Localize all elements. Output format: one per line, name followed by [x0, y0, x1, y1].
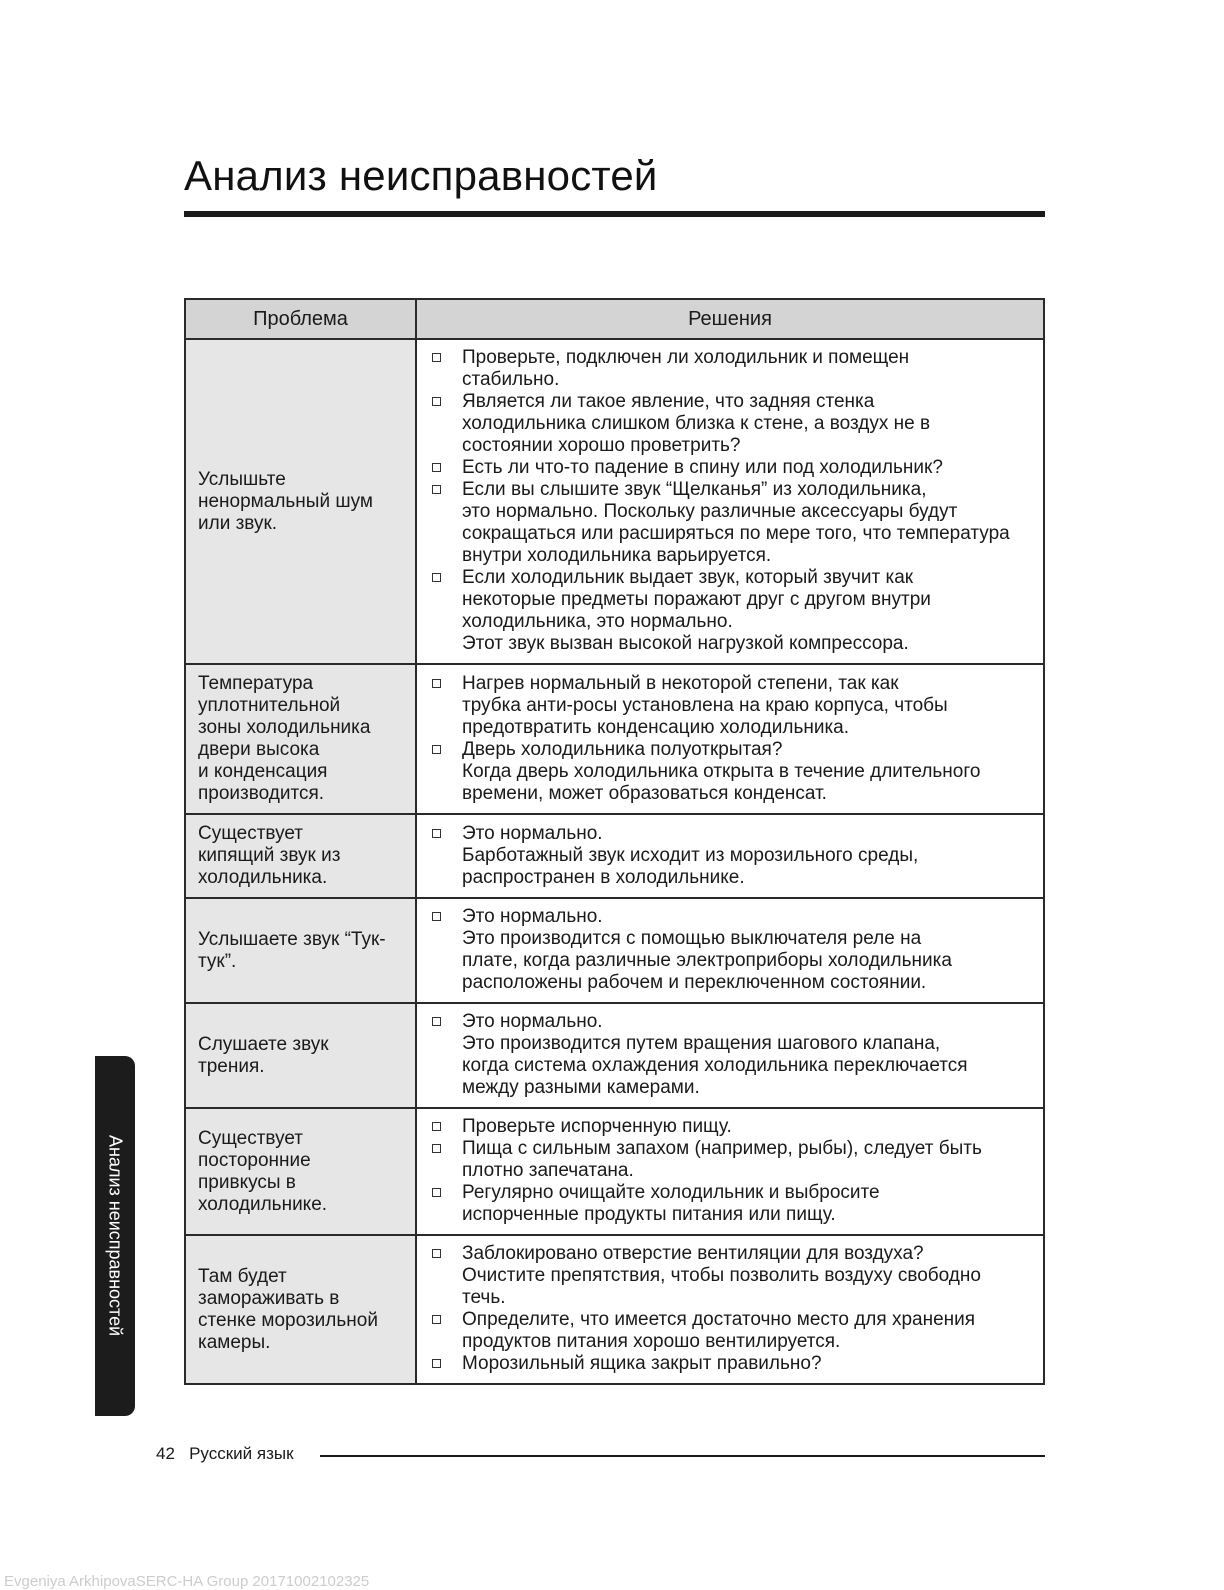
table-row	[185, 1003, 1044, 1108]
solutions-list	[429, 906, 1033, 994]
solution-item	[429, 823, 1033, 889]
solutions-cell	[416, 339, 1044, 664]
solution-text: Если холодильник выдает звук, который звучит как некоторые предметы поражают друг с другом внутри холодильника, это нормально. Этот звук вызван высокой нагрузкой компрессора.	[462, 567, 931, 654]
side-tab-label: Анализ неисправностей	[105, 1135, 126, 1337]
solution-text: Проверьте, подключен ли холодильник и помещен стабильно.	[462, 347, 910, 390]
solution-text: Заблокировано отверстие вентиляции для воздуха? Очистите препятствия, чтобы позволить воздуху свободно течь.	[462, 1243, 981, 1308]
solutions-list	[429, 1011, 1033, 1099]
solutions-list	[429, 347, 1033, 655]
page-footer	[156, 1444, 294, 1464]
checkbox-bullet-icon	[432, 1144, 441, 1153]
solutions-cell	[416, 664, 1044, 814]
table-row	[185, 1108, 1044, 1235]
problem-cell: Услышьте ненормальный шум или звук.	[185, 339, 416, 664]
checkbox-bullet-icon	[432, 1315, 441, 1324]
checkbox-bullet-icon	[432, 1122, 441, 1131]
table-row	[185, 339, 1044, 664]
table-row	[185, 898, 1044, 1003]
checkbox-bullet-icon	[432, 829, 441, 838]
solution-text: Пища с сильным запахом (например, рыбы), следует быть плотно запечатана.	[462, 1138, 982, 1181]
solutions-list	[429, 823, 1033, 889]
solution-text: Нагрев нормальный в некоторой степени, так как трубка анти-росы установлена на краю корпуса, чтобы предотвратить конденсацию холодильника.	[462, 672, 948, 738]
solutions-cell	[416, 1003, 1044, 1108]
footer-divider	[320, 1455, 1045, 1457]
solution-item	[429, 739, 1033, 805]
solution-text: Есть ли что-то падение в спину или под холодильник?	[462, 457, 943, 478]
solution-text: Дверь холодильника полуоткрытая? Когда дверь холодильника открыта в течение длительного времени, может образоваться конденсат.	[462, 738, 981, 804]
solution-item	[429, 1309, 1033, 1353]
checkbox-bullet-icon	[432, 573, 441, 582]
solution-text: Является ли такое явление, что задняя стенка холодильника слишком близка к стене, а воздух не в состоянии хорошо проветрить?	[462, 391, 931, 456]
solution-item	[429, 906, 1033, 994]
checkbox-bullet-icon	[432, 1249, 441, 1258]
solution-text: Регулярно очищайте холодильник и выбросите испорченные продукты питания или пищу.	[462, 1182, 880, 1225]
problem-cell: Существует посторонние привкусы в холодильнике.	[185, 1108, 416, 1235]
solution-item	[429, 1116, 1033, 1138]
solution-text: Морозильный ящика закрыт правильно?	[462, 1353, 822, 1374]
problem-cell: Температура уплотнительной зоны холодильника двери высока и конденсация производится.	[185, 664, 416, 814]
side-section-tab	[95, 1056, 135, 1416]
header-solutions: Решения	[416, 299, 1044, 339]
solution-item	[429, 673, 1033, 739]
solution-text: Проверьте испорченную пищу.	[462, 1116, 732, 1137]
watermark: Evgeniya ArkhipovaSERC-HA Group 20171002102325	[4, 1573, 370, 1590]
footer-language: Русский язык	[189, 1444, 294, 1463]
problem-cell: Слушаете звук трения.	[185, 1003, 416, 1108]
solutions-cell	[416, 898, 1044, 1003]
solution-text: Это нормально. Это производится с помощью выключателя реле на плате, когда различные электроприборы холодильника расположены рабочем и переключенном состоянии.	[462, 906, 952, 993]
page-number: 42	[156, 1444, 175, 1463]
checkbox-bullet-icon	[432, 679, 441, 688]
problem-cell: Существует кипящий звук из холодильника.	[185, 814, 416, 898]
solution-text: Это нормально. Это производится путем вращения шагового клапана, когда система охлаждения холодильника переключается между разными камерами.	[462, 1011, 968, 1098]
solution-item	[429, 1353, 1033, 1375]
checkbox-bullet-icon	[432, 463, 441, 472]
solution-item	[429, 567, 1033, 655]
troubleshooting-table	[184, 298, 1045, 1385]
solutions-cell	[416, 1235, 1044, 1384]
checkbox-bullet-icon	[432, 912, 441, 921]
header-problem: Проблема	[185, 299, 416, 339]
solutions-list	[429, 673, 1033, 805]
checkbox-bullet-icon	[432, 485, 441, 494]
solutions-cell	[416, 814, 1044, 898]
checkbox-bullet-icon	[432, 745, 441, 754]
problem-cell: Там будет замораживать в стенке морозильной камеры.	[185, 1235, 416, 1384]
solution-text: Определите, что имеется достаточно место для хранения продуктов питания хорошо вентилируется.	[462, 1309, 976, 1352]
solution-item	[429, 347, 1033, 391]
checkbox-bullet-icon	[432, 353, 441, 362]
table-row	[185, 814, 1044, 898]
solution-item	[429, 1138, 1033, 1182]
solution-item	[429, 1011, 1033, 1099]
problem-cell: Услышаете звук “Тук- тук”.	[185, 898, 416, 1003]
solution-item	[429, 479, 1033, 567]
table-row	[185, 664, 1044, 814]
checkbox-bullet-icon	[432, 1188, 441, 1197]
table-row	[185, 1235, 1044, 1384]
solution-item	[429, 1243, 1033, 1309]
page-title: Анализ неисправностей	[184, 152, 658, 199]
checkbox-bullet-icon	[432, 397, 441, 406]
solutions-list	[429, 1243, 1033, 1375]
solution-text: Если вы слышите звук “Щелканья” из холодильника, это нормально. Поскольку различные аксессуары будут сокращаться или расширяться по мере того, что температура внутри холодильника варьируется.	[462, 479, 1010, 566]
solution-item	[429, 1182, 1033, 1226]
solution-text: Это нормально. Барботажный звук исходит из морозильного среды, распространен в холодильнике.	[462, 822, 919, 888]
title-divider	[184, 211, 1045, 217]
solutions-list	[429, 1116, 1033, 1226]
solutions-cell	[416, 1108, 1044, 1235]
solution-item	[429, 457, 1033, 479]
solution-item	[429, 391, 1033, 457]
checkbox-bullet-icon	[432, 1359, 441, 1368]
checkbox-bullet-icon	[432, 1017, 441, 1026]
table-header-row	[185, 299, 1044, 339]
